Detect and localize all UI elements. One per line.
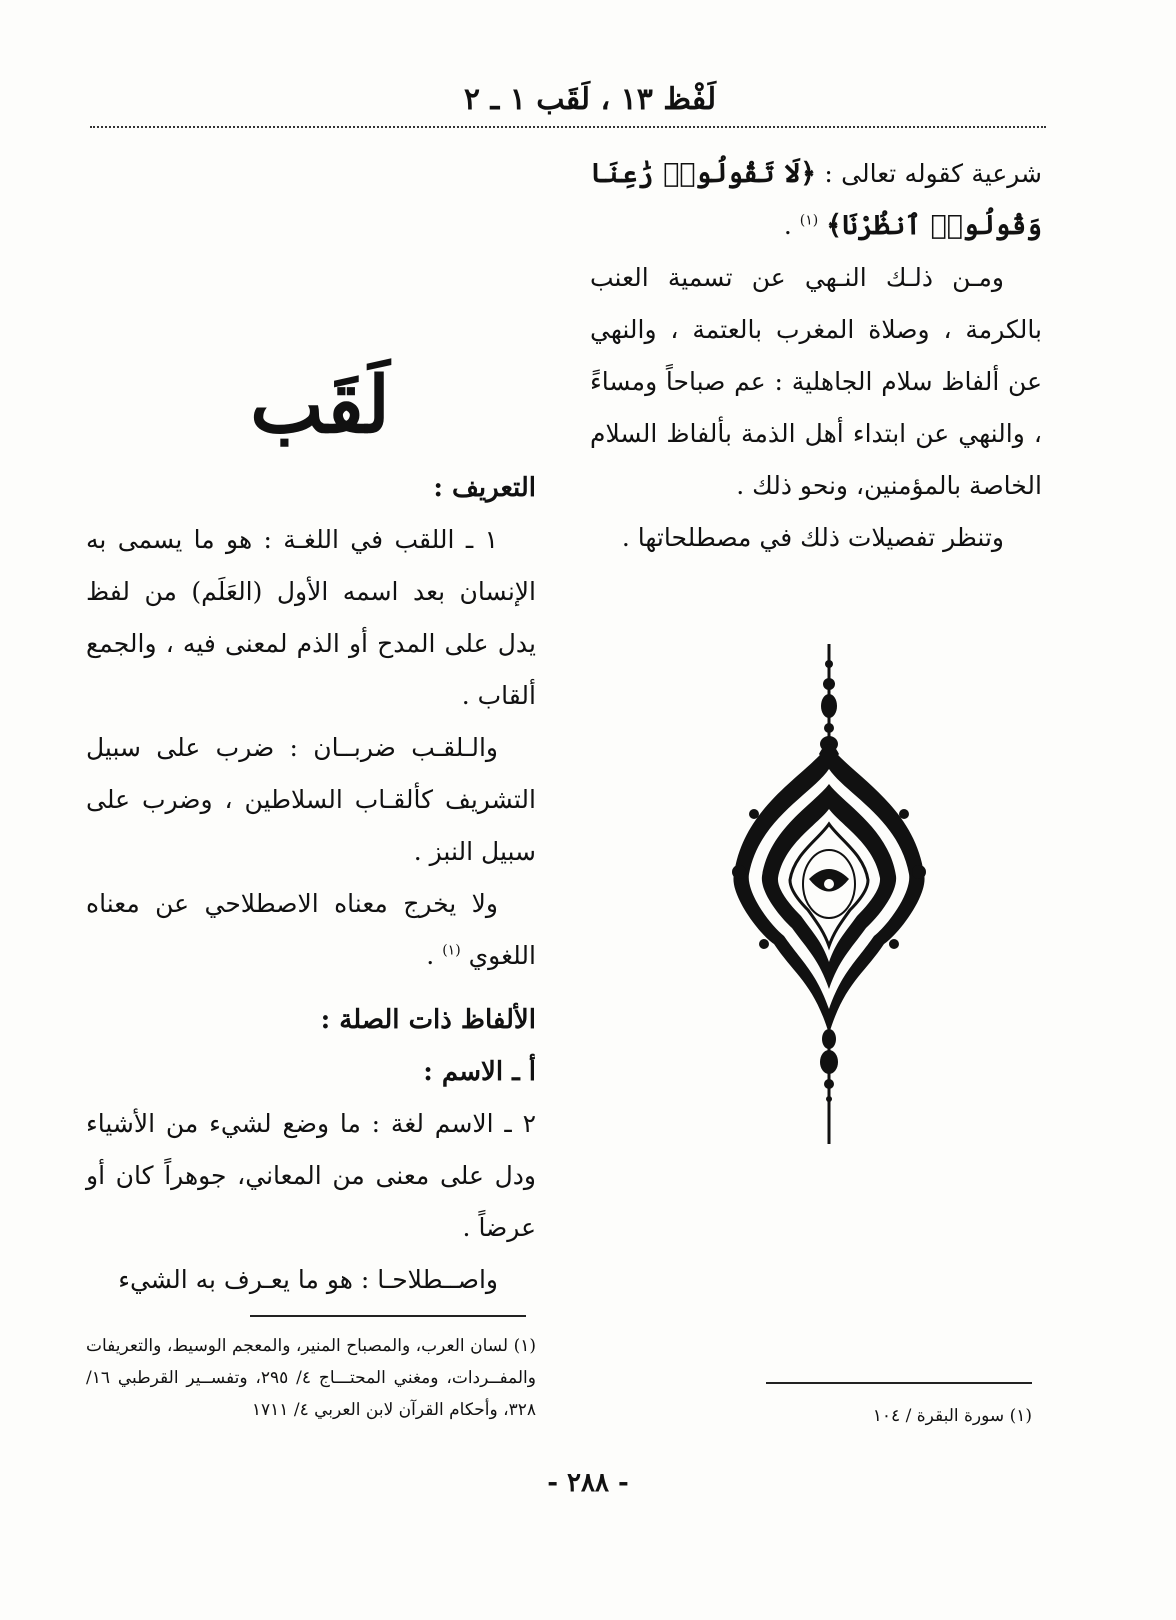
footnote-rule-right [766,1382,1032,1384]
quran-verse: ﴿لَا تَقُولُوا۟ رَٰعِنَا وَقُولُوا۟ ٱنظُرْنَا﴾ [590,158,1042,241]
heading-ism: أ ـ الاسم : [423,1057,536,1087]
left-paragraph-2: والـلقـب ضربــان : ضرب على سبيل التشريف كألقـاب السلاطين ، وضرب على سبيل النبز . [86,733,536,866]
verse-intro: شرعية كقوله تعالى : [824,159,1042,188]
left-paragraph-5: واصــطلاحـا : هو ما يعـرف به الشيء [118,1265,498,1294]
left-paragraph-4: ٢ ـ الاسم لغة : ما وضع لشيء من الأشياء ودل على معنى من المعاني، جوهراً كان أو عرضاً . [86,1109,536,1242]
page-number: - ٢٨٨ - [547,1468,629,1498]
left-column [86,462,536,1306]
footnote-right: (١) سورة البقرة / ١٠٤ [872,1406,1032,1426]
arabesque-ornament-icon [724,644,934,1144]
footnote-ref: (١) [799,212,819,229]
right-paragraph-1: شرعية كقوله تعالى : ﴿لَا تَقُولُوا۟ رَٰعِنَا وَقُولُوا۟ ٱنظُرْنَا﴾ $^{(١)}$ . [590,158,1042,241]
running-header: لَفْظ ١٣ ، لَقَب ١ ـ ٢ [463,82,717,117]
right-paragraph-3: وتنظر تفصيلات ذلك في مصطلحاتها . [621,523,1004,552]
right-column [590,148,1042,564]
left-paragraph-3: ولا يخرج معناه الاصطلاحي عن معناه اللغوي $^{(١)}$ . [86,889,536,970]
paragraph-3-text: ولا يخرج معناه الاصطلاحي عن معناه اللغوي [86,889,536,970]
footnote-ref: (١) [442,942,461,959]
heading-related-terms: الألفاظ ذات الصلة : [320,1005,536,1035]
left-paragraph-1: ١ ـ اللقب في اللغـة : هو ما يسمى به الإنسان بعد اسمه الأول (العَلَم) من لفظ يدل على المدح أو الذم لمعنى فيه ، والجمع ألقاب . [86,525,536,710]
footnote-rule-left [250,1315,526,1317]
entry-title: لَقَب [250,360,390,451]
right-paragraph-2: ومـن ذلـك النـهي عن تسمية العنب بالكرمة ، وصلاة المغرب بالعتمة ، والنهي عن ألفاظ سلام الجاهلية : عم صباحاً ومساءً ، والنهي عن ابتداء أهل الذمة بألفاظ السلام الخاصة بالمؤمنين، ونحو ذلك . [590,263,1042,500]
heading-definition: التعريف : [433,473,536,503]
header-dotted-rule [90,126,1046,128]
footnote-left: (١) لسان العرب، والمصباح المنير، والمعجم الوسيط، والتعريفات والمفــردات، ومغني المحتـــاج ٤/ ٢٩٥، وتفســير القرطبي ١٦/ ٣٢٨، وأحكام القرآن لابن العربي ٤/ ١٧١١ [86,1336,536,1420]
